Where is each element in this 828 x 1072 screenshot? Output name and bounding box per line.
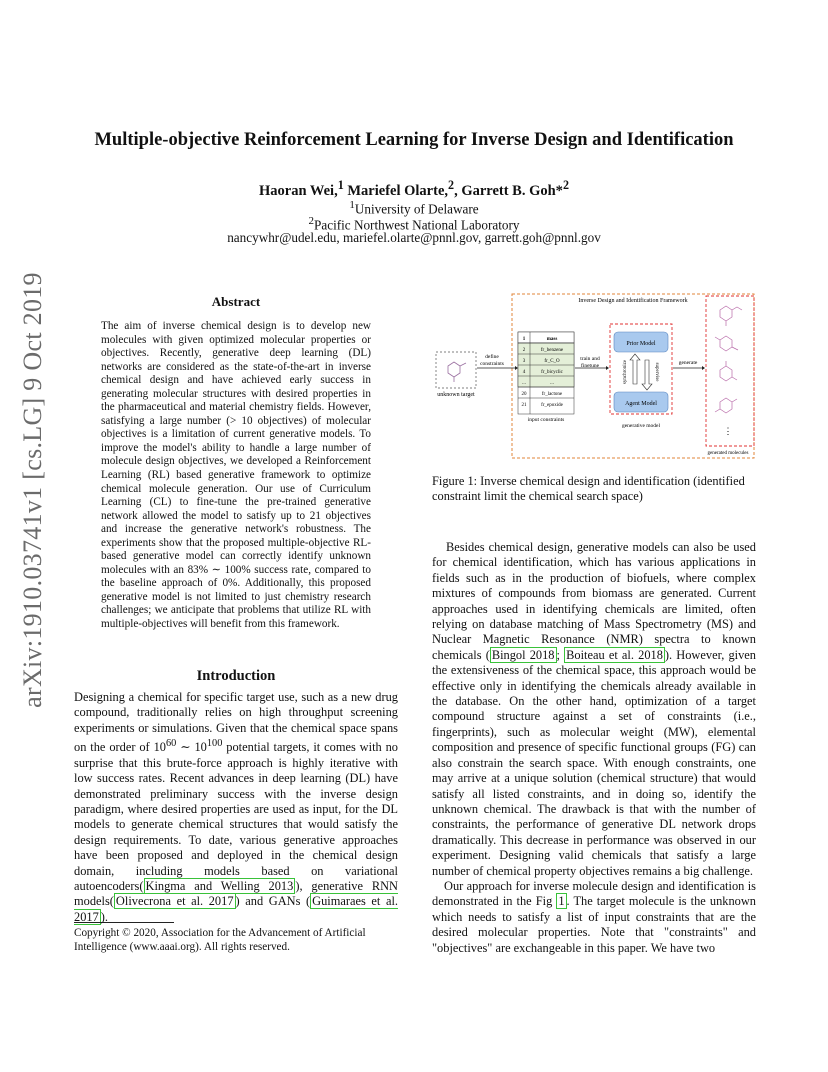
affiliation-1: $^1$University of Delaware <box>349 199 479 217</box>
svg-text:synchronize: synchronize <box>623 359 628 385</box>
generated-molecules-label: generated molecules <box>707 451 749 456</box>
generated-molecule-icons <box>715 306 742 413</box>
svg-text:supervise: supervise <box>654 362 659 382</box>
svg-text:21: 21 <box>521 403 527 408</box>
paragraph-approach: Our approach for inverse molecule design and identification is demonstrated in the Fig 1 . The target molecule is the unknown which needs to satisfy a list of input constraints that are the desired molecular properties. Note that "constraints" and "objectives" are exchangeable in this paper. We have two <box>432 878 756 955</box>
citation-link[interactable]: Olivecrona et al. 2017 <box>115 894 234 909</box>
svg-text:fr_epoxide: fr_epoxide <box>541 403 563 408</box>
svg-text:...: ... <box>550 381 554 386</box>
svg-text:...: ... <box>522 381 526 386</box>
svg-text:constraints: constraints <box>480 361 504 367</box>
synchronize-arrow <box>630 354 640 384</box>
author-emails: nancywhr@udel.edu, mariefel.olarte@pnnl.gov, garrett.goh@pnnl.gov <box>227 230 601 245</box>
figure-1-diagram <box>430 290 758 462</box>
generative-model-label: generative model <box>621 423 661 429</box>
author-list: Haoran Wei,$^1$ Mariefel Olarte,$^2$, Garrett B. Goh*$^2$ <box>259 178 569 199</box>
affiliation-2: $^2$Pacific Northwest National Laboratory <box>308 215 520 233</box>
define-constraints-label: define <box>485 354 499 360</box>
figure-1-caption: Figure 1: Inverse chemical design and identification (identified constraint limit the chemical search space) <box>432 474 745 504</box>
svg-text:train and: train and <box>580 356 600 362</box>
svg-text:3: 3 <box>522 359 526 364</box>
unknown-target-label: unknown target <box>437 392 475 398</box>
svg-text:fr_benzene: fr_benzene <box>540 348 564 353</box>
svg-text:fr_lactone: fr_lactone <box>541 392 563 397</box>
paragraph-identification: Besides chemical design, generative models can also be used for chemical identification, which has various applications in fields such as in the production of biofuels, where complex mixtures of compounds from biomass are generated. Current approaches used in identifying chemicals are limited, often relying on database matching of Mass Spectrometry (MS) and Nuclear Magnetic Resonance (NMR) spectra to known chemicals ( Bingol 2018 ; Boiteau et al. 2018 ). However, given the extensiveness of the chemical space, this approach would be effective only in identifying the chemicals already available in the database. On the other hand, optimization of a target compound structure against a set of constraints (i.e., fingerprints), such as molecular weight (MW), elemental composition and presence of specific functional groups (FG) can also constrain the search space. With enough constraints, one may arrive at a unique solution (chemical structure) that would satisfy all listed constraints, and in doing so, identify the unknown chemical. The drawback is that with the number of constraints, the performance of generative DL network drops dramatically. This decrease in performance was observed in our experiment. Designing valid chemicals that satisfy a large number of chemical property objectives remains a big challenge. <box>432 540 756 878</box>
supervise-arrow <box>642 360 652 390</box>
figure-reference-link[interactable]: 1 <box>558 894 565 909</box>
abstract-heading: Abstract <box>211 294 261 309</box>
svg-text:2: 2 <box>522 348 526 353</box>
molecule-icon <box>448 362 466 382</box>
abstract-text: The aim of inverse chemical design is to develop new molecules with given optimized molecular properties or objectives. Recently, generative deep learning (DL) networks are considered as the state-of-the-art in inverse chemical design and have achieved early success in generating molecular structures with desired properties in the pharmaceutical and material chemistry fields. However, satisfying a large number (> 10 objectives) of molecular objectives is a limitation of current generative models. To improve the model's ability to handle a large number of molecule design objectives, we developed a Reinforcement Learning (RL) based generative framework to optimize chemical molecule generation. Our use of Curriculum Learning (CL) to fine-tune the pre-trained generative network allowed the model to satisfy up to 21 objectives and increase the generative network's robustness. The experiments show that the proposed multiple-objective RL-based generative model can correctly identify unknown molecules with an 83% ∼ 100% success rate, compared to the baseline approach of 0%. Additionally, this proposed generative model is not limited to just chemistry research challenges; we anticipate that problems that utilize RL with multiple-objectives will benefit from this framework. <box>101 320 371 631</box>
citation-link[interactable]: Boiteau et al. 2018 <box>566 647 663 662</box>
framework-title: Inverse Design and Identification Framework <box>578 298 688 304</box>
svg-text:Agent Model: Agent Model <box>625 401 657 407</box>
introduction-heading: Introduction <box>196 668 276 684</box>
introduction-paragraph: Designing a chemical for specific target use, such as a new drug compound, traditionally relies on high throughput screening experiments or simulations. Given that the chemical space spans on the order of $10^{60}$ ∼ $10^{100}$ potential targets, it comes with no surprise that this brute-force approach is highly iterative with low success rates. Recent advances in deep learning (DL) have demonstrated preliminary success with the inverse design paradigm, where desired properties are used as input, for the DL models to generate chemical structures that would satisfy the design requirements. To date, various generative approaches have been proposed and deployed in the chemical design domain, including models based on variational autoencoders( Kingma and Welling 2013 ), generative RNN models( Olivecrona et al. 2017 ) and GANs ( Guimaraes et al. 2017 ). <box>74 690 398 924</box>
svg-text:fr_bicyclic: fr_bicyclic <box>541 370 563 375</box>
right-column-text <box>432 540 756 956</box>
citation-link[interactable]: Bingol 2018 <box>491 647 555 662</box>
svg-text:Prior Model: Prior Model <box>626 341 656 347</box>
footnote-rule <box>74 922 174 923</box>
input-constraints-label: input constraints <box>527 417 565 423</box>
copyright-notice: Copyright © 2020, Association for the Advancement of Artificial Intelligence (www.aaai.org). All rights reserved. <box>74 927 366 953</box>
svg-text:4: 4 <box>522 370 526 375</box>
citation-link[interactable]: Guimaraes et al. 2017 <box>74 894 398 924</box>
unknown-target-box <box>436 352 476 388</box>
generate-label: generate <box>678 360 698 366</box>
citation-link[interactable]: Kingma and Welling 2013 <box>145 879 294 893</box>
svg-text:fr_C_O: fr_C_O <box>544 359 560 364</box>
paper-title: Multiple-objective Reinforcement Learning for Inverse Design and Identification <box>94 130 734 150</box>
svg-text:20: 20 <box>521 392 527 397</box>
more-molecules-dots: ⋮ <box>723 426 733 436</box>
arxiv-sidebar <box>8 272 58 708</box>
svg-text:mass: mass <box>546 337 558 342</box>
svg-text:1: 1 <box>522 337 526 342</box>
svg-text:finetune: finetune <box>580 363 600 369</box>
arxiv-identifier[interactable]: arXiv:1910.03741v1 [cs.LG] 9 Oct 2019 <box>18 272 47 708</box>
